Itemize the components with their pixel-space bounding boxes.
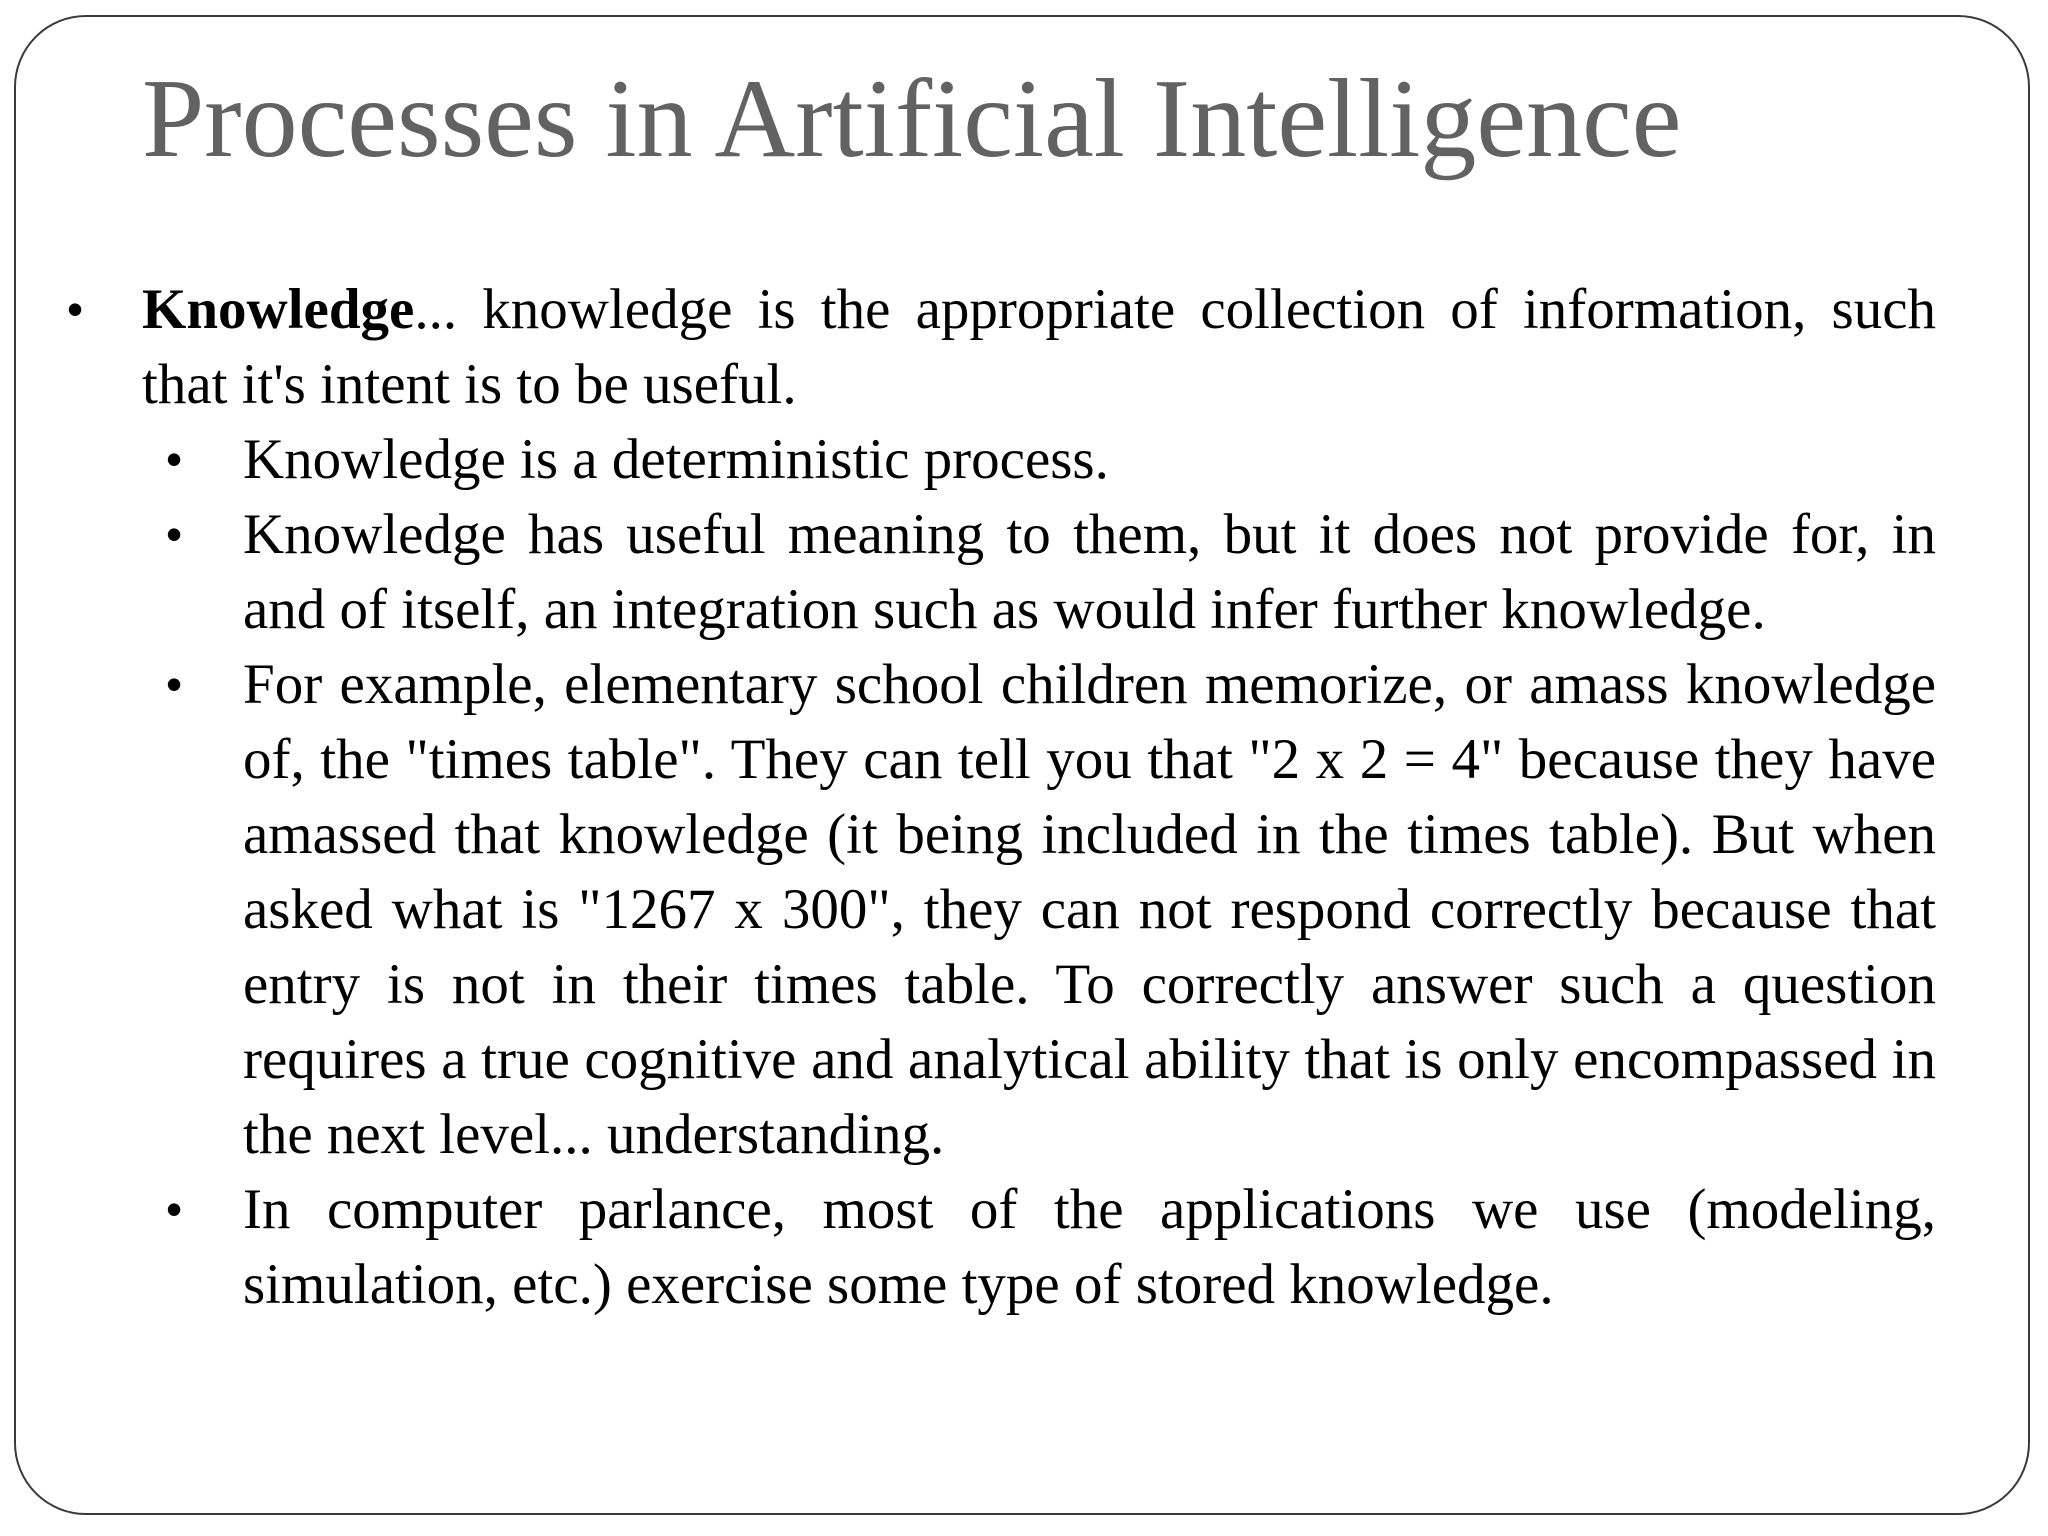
sub-bullet-list <box>142 422 1936 1322</box>
sub-bullet-deterministic <box>166 422 1936 497</box>
slide-title: Processes in Artificial Intelligence <box>142 57 1682 181</box>
sub-bullet-text: For example, elementary school children memorize, or amass knowledge of, the "times table". They can tell you that "2 x 2 = 4" because they have amassed that knowledge (it being included in the times table). But when asked what is "1267 x 300", they can not respond correctly because that entry is not in their times table. To correctly answer such a question requires a true cognitive and analytical ability that is only encompassed in the next level... understanding. <box>243 653 1936 1166</box>
bullet-lead-term: Knowledge <box>142 278 415 341</box>
sub-bullet-computer-parlance <box>166 1172 1936 1322</box>
bullet-icon: • <box>166 433 183 485</box>
sub-bullet-text: In computer parlance, most of the applications we use (modeling, simulation, etc.) exercise some type of stored knowledge. <box>243 1178 1936 1316</box>
bullet-icon: • <box>67 283 84 335</box>
slide-body <box>67 272 1936 1322</box>
sub-bullet-meaning <box>166 497 1936 647</box>
bullet-icon: • <box>166 508 183 560</box>
bullet-icon: • <box>166 1183 183 1235</box>
bullet-icon: • <box>166 658 183 710</box>
sub-bullet-text: Knowledge has useful meaning to them, but it does not provide for, in and of itself, an integration such as would infer further knowledge. <box>243 503 1936 641</box>
sub-bullet-text: Knowledge is a deterministic process. <box>243 428 1109 491</box>
bullet-knowledge <box>67 272 1936 1322</box>
sub-bullet-example <box>166 647 1936 1172</box>
bullet-text: ... knowledge is the appropriate collection of information, such that it's intent is to be useful. <box>142 278 1936 416</box>
